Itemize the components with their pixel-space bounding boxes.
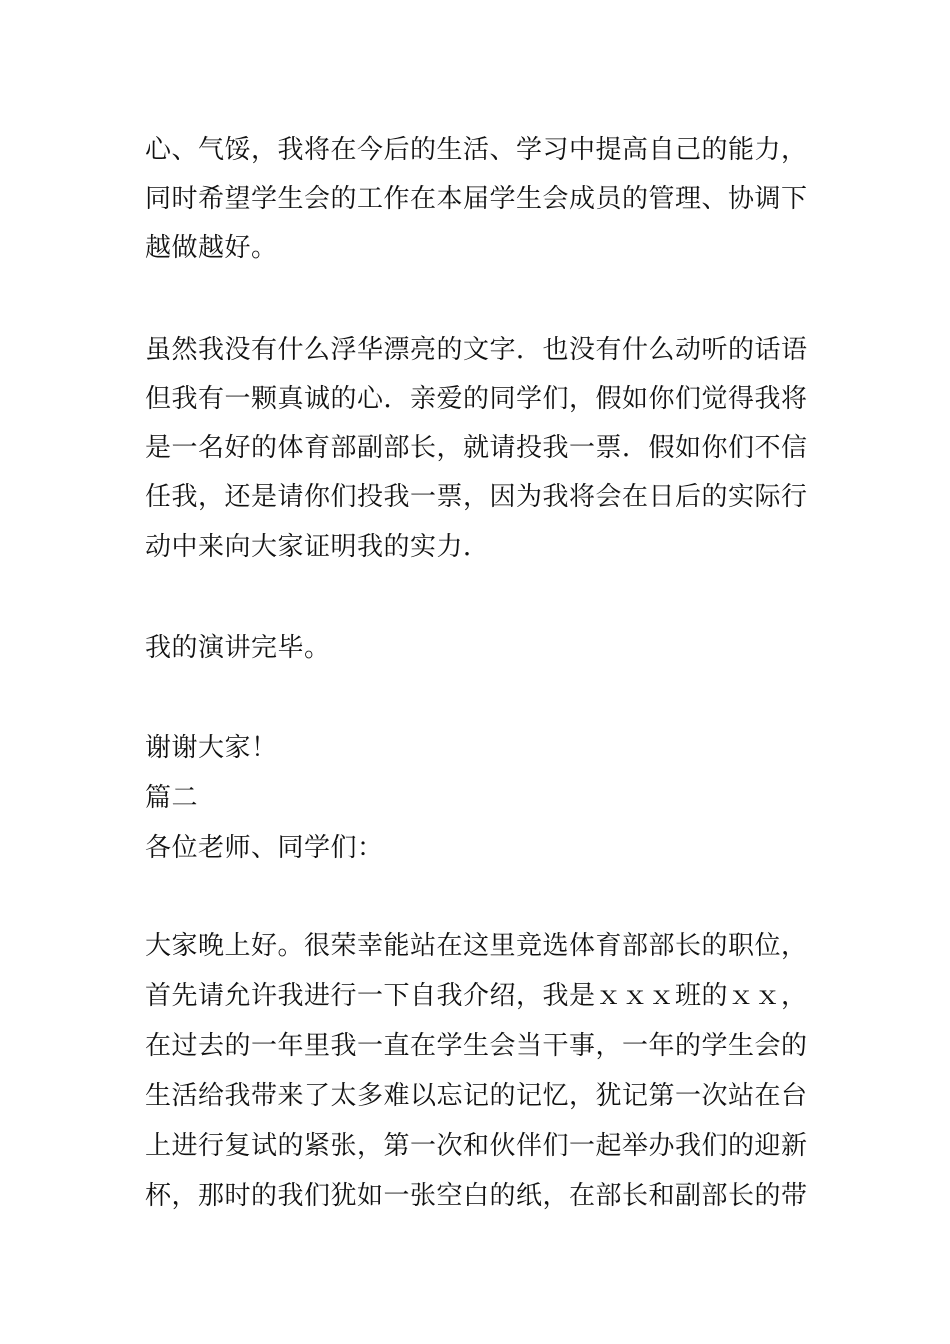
text-line: 越做越好。 bbox=[145, 233, 278, 263]
text-line: 虽然我没有什么浮华漂亮的文字．也没有什么动听的话语 bbox=[145, 335, 808, 365]
text-line: 心、气馁，我将在今后的生活、学习中提高自己的能力， bbox=[145, 135, 808, 165]
text-line: 首先请允许我进行一下自我介绍，我是ｘｘｘ班的ｘｘ， bbox=[145, 981, 808, 1011]
text-line: 任我，还是请你们投我一票，因为我将会在日后的实际行 bbox=[145, 482, 808, 512]
text-line: 同时希望学生会的工作在本届学生会成员的管理、协调下 bbox=[145, 184, 808, 214]
text-line: 生活给我带来了太多难以忘记的记忆，犹记第一次站在台 bbox=[145, 1081, 808, 1111]
text-line: 上进行复试的紧张，第一次和伙伴们一起举办我们的迎新 bbox=[145, 1131, 808, 1161]
text-line: 大家晚上好。很荣幸能站在这里竞选体育部部长的职位， bbox=[145, 931, 808, 961]
text-line: 动中来向大家证明我的实力． bbox=[145, 532, 490, 562]
text-line: 在过去的一年里我一直在学生会当干事，一年的学生会的 bbox=[145, 1031, 808, 1061]
text-line: 是一名好的体育部副部长，就请投我一票．假如你们不信 bbox=[145, 433, 808, 463]
thanks-line: 谢谢大家！ bbox=[145, 733, 278, 763]
salutation: 各位老师、同学们： bbox=[145, 833, 384, 863]
closing-line: 我的演讲完毕。 bbox=[145, 633, 331, 663]
text-line: 但我有一颗真诚的心．亲爱的同学们，假如你们觉得我将 bbox=[145, 384, 808, 414]
section-title: 篇二 bbox=[145, 783, 199, 813]
text-line: 杯，那时的我们犹如一张空白的纸，在部长和副部长的带 bbox=[145, 1181, 808, 1211]
